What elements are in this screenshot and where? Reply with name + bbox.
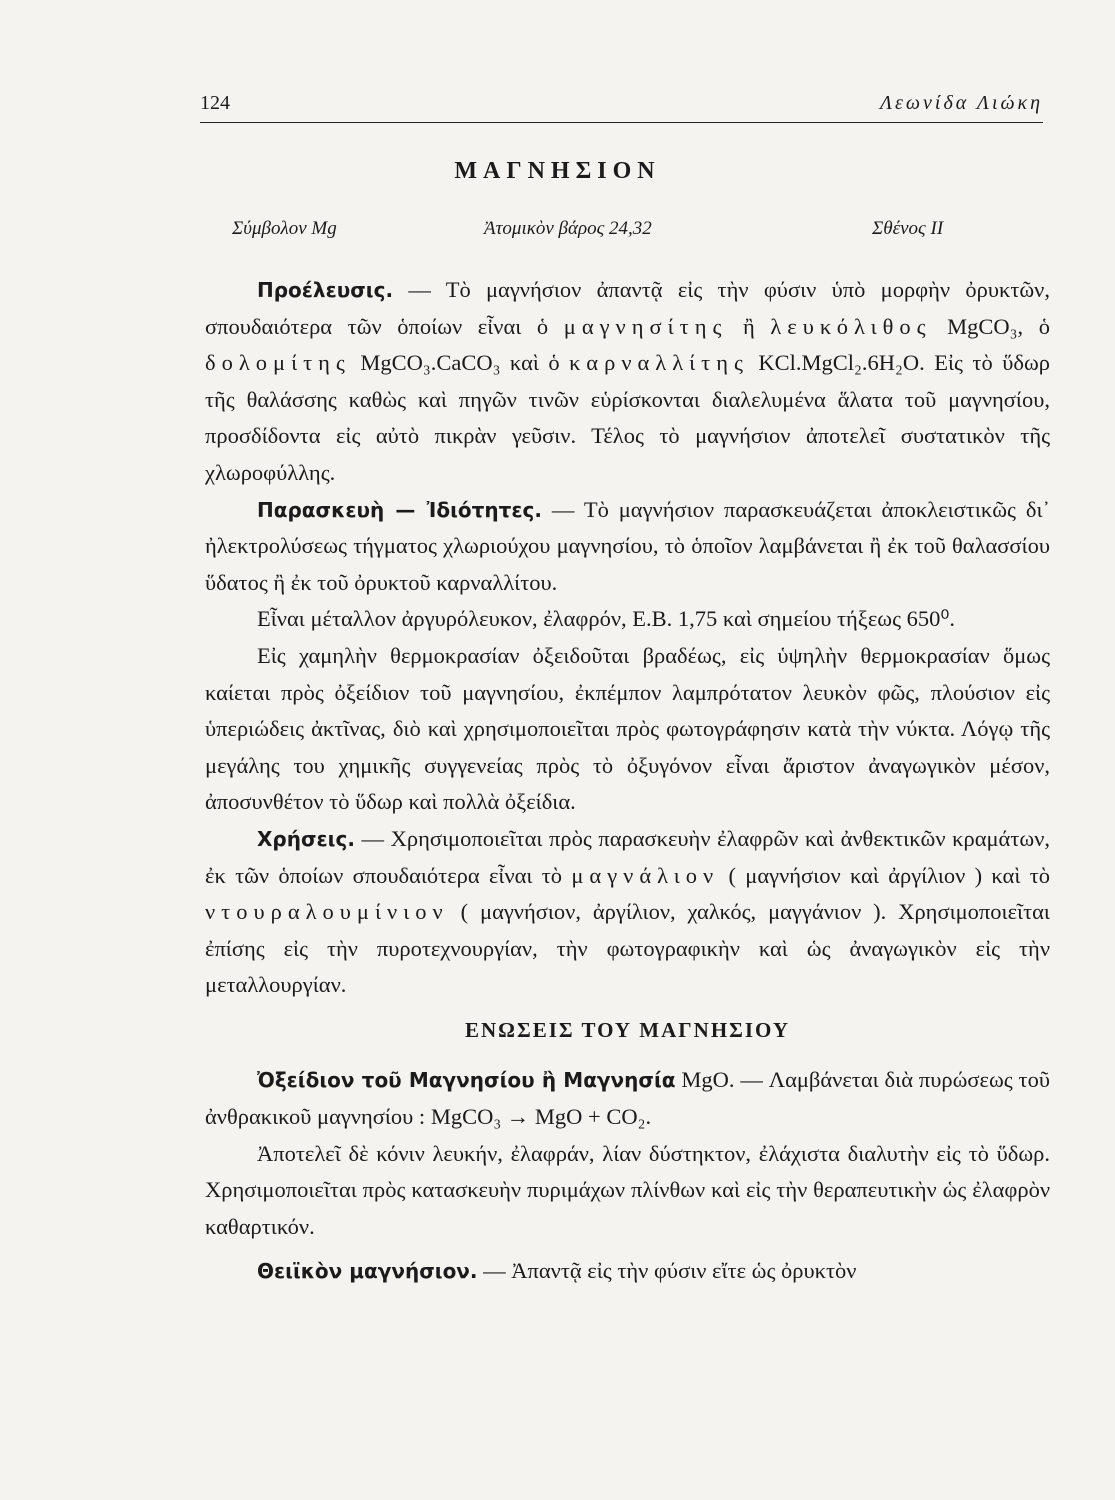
page-header xyxy=(200,92,1043,123)
running-head: Λεωνίδα Λιώκη xyxy=(879,92,1043,114)
term-leukolith: λευκόλιθος xyxy=(770,313,932,339)
chapter-title: ΜΑΓΝΗΣΙΟΝ xyxy=(454,158,661,184)
valence: Σθένος II xyxy=(872,218,944,239)
oxide-properties-paragraph: Ἀποτελεῖ δὲ κόνιν λευκήν, ἐλαφράν, λίαν δύστηκτον, ἐλάχιστα διαλυτὴν εἰς τὸ ὕδωρ. Χρησιμοποιεῖται πρὸς κατασκευὴν πυριμάχων πλίνθων καὶ εἰς τὴν θεραπευτικὴν ὡς ἐλαφρὸν καθαρτικόν. xyxy=(205,1140,1050,1239)
uses-paragraph: Χρήσεις. — Χρησιμοποιεῖται πρὸς παρασκευὴν ἐλαφρῶν καὶ ἀνθεκτικῶν κραμάτων, ἐκ τῶν ὁποίων σπουδαιότερα εἶναι τὸ μαγνάλιον ( μαγνήσιον καὶ ἀργίλιον ) καὶ τὸ ντουραλουμίνιον ( μαγνήσιον, ἀργίλιον, χαλκός, μαγγάνιον ). Χρησιμοποιεῖται ἐπίσης εἰς τὴν πυροτεχνουργίαν, τὴν φωτογραφικὴν καὶ ὡς ἀναγωγικὸν εἰς τὴν μεταλλουργίαν. xyxy=(205,825,1050,998)
term-carnallite: καρναλλίτης xyxy=(569,350,749,376)
compounds-heading: ΕΝΩΣΕΙΣ ΤΟΥ ΜΑΓΝΗΣΙΟΥ xyxy=(464,1017,791,1042)
preparation-paragraph: Παρασκευὴ — Ἰδιότητες. — Τὸ μαγνήσιον παρασκευάζεται ἀποκλειστικῶς δι᾽ ἠλεκτρολύσεως τήγματος χλωριούχου μαγνησίου, τὸ ὁποῖον λαμβάνεται ἢ ἐκ τοῦ θαλασσίου ὕδατος ἢ ἐκ τοῦ ὀρυκτοῦ καρναλλίτου. xyxy=(205,496,1050,595)
oxidation-paragraph: Εἰς χαμηλὴν θερμοκρασίαν ὀξειδοῦται βραδέως, εἰς ὑψηλὴν θερμοκρασίαν ὅμως καίεται πρὸς ὀξείδιον τοῦ μαγνησίου, ἐκπέμπον λαμπρότατον λευκὸν φῶς, πλούσιον εἰς ὑπεριώδεις ἀκτῖνας, διὸ καὶ χρησιμοποιεῖται πρὸς φωτογράφησιν κατὰ τὴν νύκτα. Λόγῳ τῆς μεγάλης του χημικῆς συγγενείας πρὸς τὸ ὀξυγόνον εἶναι ἄριστον ἀναγωγικὸν μέσον, ἀποσυνθέτον τὸ ὕδωρ καὶ πολλὰ ὀξείδια. xyxy=(205,642,1050,815)
element-symbol: Σύμβολον Mg xyxy=(232,218,337,239)
preparation-heading: Παρασκευὴ — Ἰδιότητες. xyxy=(257,497,542,522)
term-duralumin: ντουραλουμίνιον xyxy=(205,899,449,925)
oxide-heading: Ὀξείδιον τοῦ Μαγνησίου ἢ Μαγνησία xyxy=(257,1068,676,1093)
sulfide-heading: Θειϊκὸν μαγνήσιον. xyxy=(257,1259,478,1284)
properties-paragraph: Εἶναι μέταλλον ἀργυρόλευκον, ἐλαφρόν, Ε.Β. 1,75 καὶ σημείου τήξεως 650⁰. xyxy=(257,606,956,632)
term-magnalium: μαγνάλιον xyxy=(571,862,720,888)
origin-heading: Προέλευσις. xyxy=(257,278,394,302)
page-number: 124 xyxy=(200,92,230,114)
uses-heading: Χρήσεις. xyxy=(257,826,355,851)
term-magnesite: μαγνησίτης xyxy=(563,313,728,339)
atomic-weight: Ἀτομικὸν βάρος 24,32 xyxy=(484,218,652,239)
oxide-paragraph: Ὀξείδιον τοῦ Μαγνησίου ἢ Μαγνησία MgO. — Λαμβάνεται διὰ πυρώσεως τοῦ ἀνθρακικοῦ μαγνησίου : MgCO₃ → MgO + CO₂. xyxy=(205,1067,1050,1130)
page-body xyxy=(205,272,1050,1290)
sulfide-paragraph: Θειϊκὸν μαγνήσιον. — Ἀπαντᾷ εἰς τὴν φύσιν εἴτε ὡς ὀρυκτὸν xyxy=(257,1258,857,1284)
origin-paragraph: Προέλευσις. — Τὸ μαγνήσιον ἀπαντᾷ εἰς τὴν φύσιν ὑπὸ μορφὴν ὀρυκτῶν, σπουδαιότερα τῶν ὁποίων εἶναι ὁ μαγνησίτης ἢ λευκόλιθος MgCO₃, ὁ δολομίτης MgCO₃.CaCO₃ καὶ ὁ καρναλλίτης KCl.MgCl₂.6H₂O. Εἰς τὸ ὕδωρ τῆς θαλάσσης καθὼς καὶ πηγῶν τινῶν εὑρίσκονται διαλελυμένα ἅλατα τοῦ μαγνησίου, προσδίδοντα εἰς αὐτὸ πικρὰν γεῦσιν. Τέλος τὸ μαγνήσιον ἀποτελεῖ συστατικὸν τῆς χλωροφύλλης. xyxy=(205,277,1050,485)
term-dolomite: δολομίτης xyxy=(205,350,351,376)
